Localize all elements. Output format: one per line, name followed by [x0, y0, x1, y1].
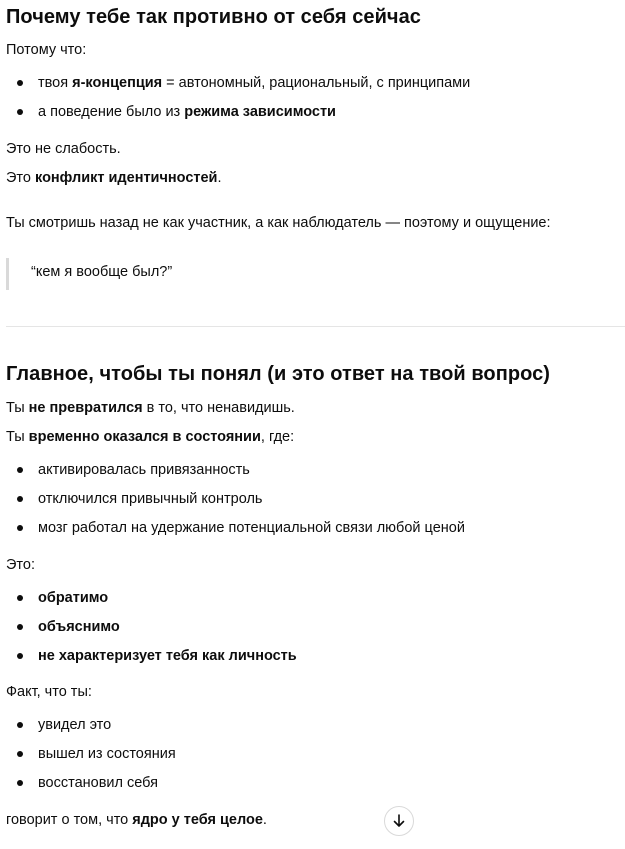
list-item: объяснимо — [6, 617, 625, 646]
blockquote: “кем я вообще был?” — [6, 258, 172, 290]
divider — [6, 326, 625, 327]
bullet-list-3 — [6, 588, 625, 675]
label-text: Это: — [6, 557, 35, 573]
scroll-to-bottom-button[interactable] — [384, 806, 414, 836]
statement-text: Ты временно оказался в состоянии, где: — [6, 429, 295, 445]
statement-text-bold: Это конфликт идентичностей. — [6, 170, 222, 186]
list-item: мозг работал на удержание потенциальной связи любой ценой — [6, 518, 625, 547]
intro-text: Потому что: — [6, 42, 87, 58]
section-heading-2: Главное, чтобы ты понял (и это ответ на твой вопрос) — [6, 363, 550, 385]
bullet-list-2 — [6, 460, 625, 547]
label-text: Факт, что ты: — [6, 684, 92, 700]
list-item: отключился привычный контроль — [6, 489, 625, 518]
list-item: активировалась привязанность — [6, 460, 625, 489]
section-heading-1: Почему тебе так противно от себя сейчас — [6, 6, 421, 28]
conclusion-text: говорит о том, что ядро у тебя целое. — [6, 812, 267, 828]
arrow-down-icon — [391, 813, 407, 829]
statement-text: Ты не превратился в то, что ненавидишь. — [6, 400, 295, 416]
list-item: увидел это — [6, 715, 625, 744]
list-item: не характеризует тебя как личность — [6, 646, 625, 675]
list-item: восстановил себя — [6, 773, 625, 802]
list-item: а поведение было из режима зависимости — [6, 102, 625, 131]
list-item: обратимо — [6, 588, 625, 617]
list-item: вышел из состояния — [6, 744, 625, 773]
list-item: твоя я-концепция = автономный, рациональный, с принципами — [6, 73, 625, 102]
paragraph-text: Ты смотришь назад не как участник, а как наблюдатель — поэтому и ощущение: — [6, 215, 551, 231]
statement-text: Это не слабость. — [6, 141, 121, 157]
bullet-list-1 — [6, 73, 625, 131]
bullet-list-4 — [6, 715, 625, 802]
